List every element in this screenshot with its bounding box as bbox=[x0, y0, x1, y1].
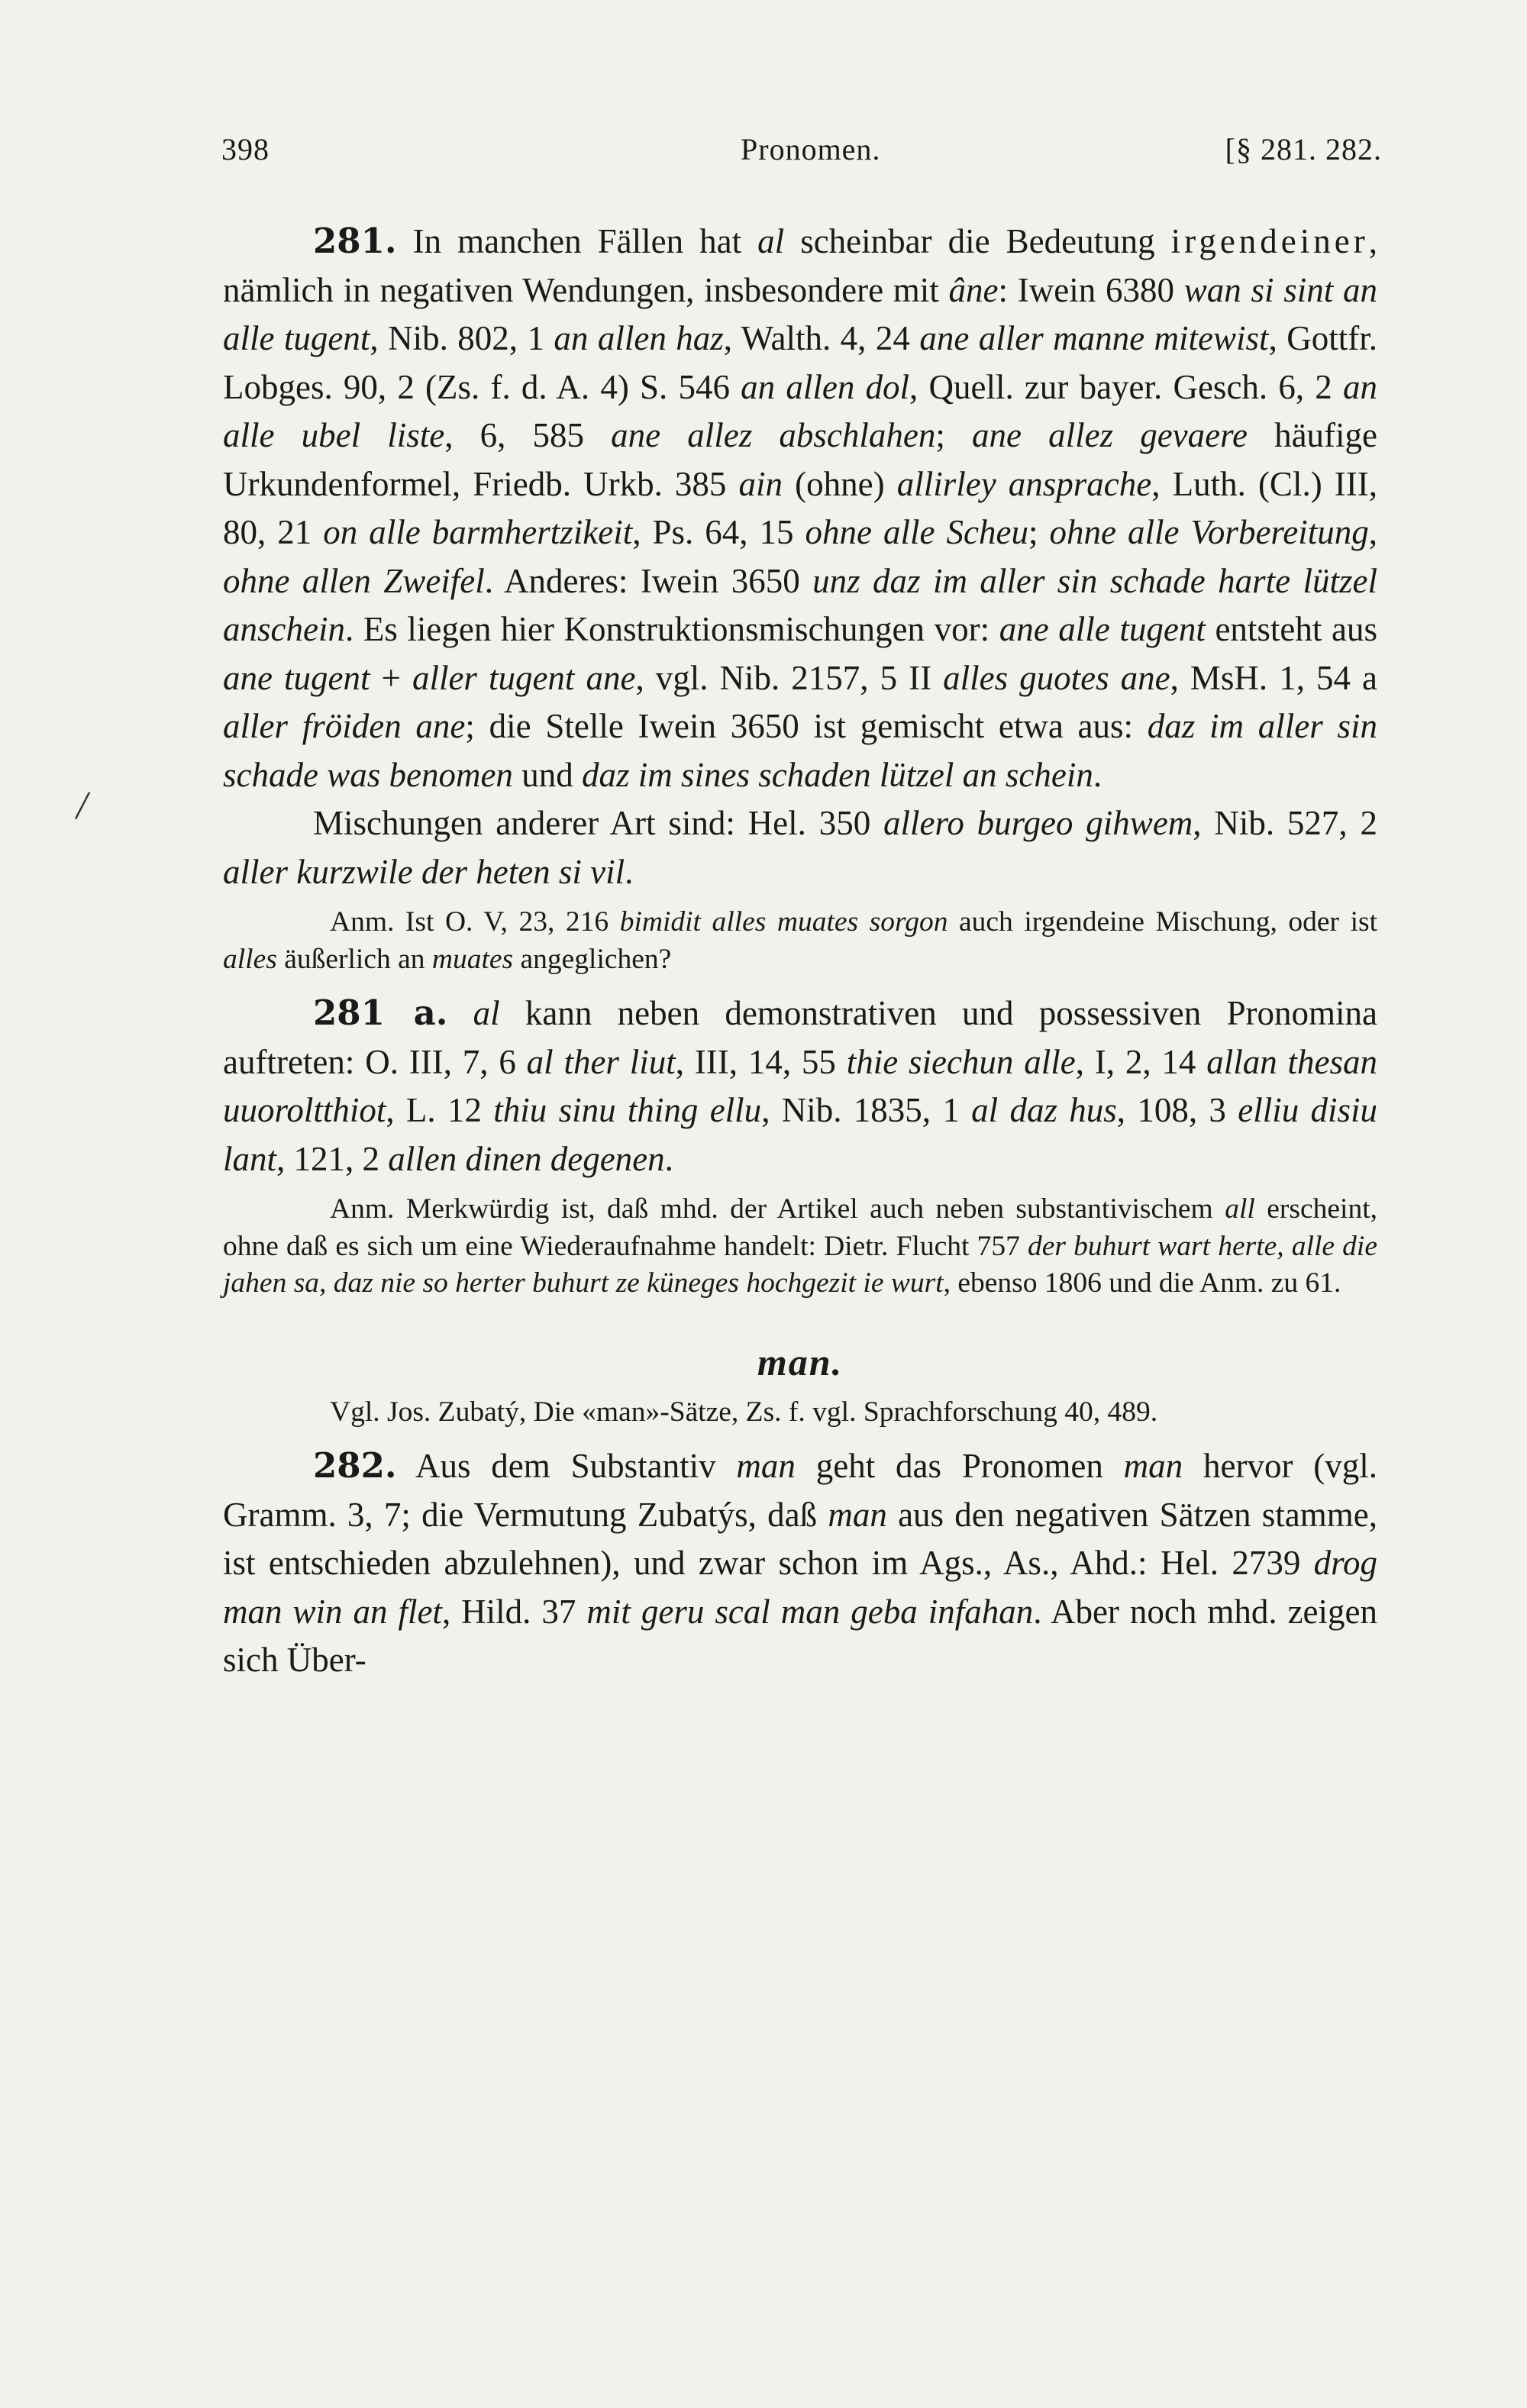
text-run: kann neben demonstrativen und possessiven Pronomina auftreten: O. III, 7, 6 bbox=[223, 994, 1377, 1081]
text-run: aus den negativen Sätzen stamme, ist entschieden abzulehnen), und zwar schon im Ags., As., Ahd.: Hel. 2739 bbox=[223, 1495, 1377, 1582]
man-reference bbox=[223, 1394, 1377, 1432]
text-run: auch irgendeine Mischung, oder ist bbox=[948, 906, 1377, 938]
text-run: In manchen Fällen hat bbox=[396, 222, 758, 260]
text-run: ; die Stelle Iwein 3650 ist gemischt etwa aus: bbox=[465, 707, 1148, 745]
italic-citation: man bbox=[736, 1447, 796, 1485]
text-run: äußerlich an bbox=[276, 943, 432, 975]
italic-citation: aller tugent ane bbox=[412, 658, 636, 697]
italic-citation: al bbox=[757, 222, 785, 260]
page-number: 398 bbox=[221, 132, 270, 166]
italic-citation: ohne alle Vorbereitung bbox=[1049, 513, 1369, 551]
text-run: ; bbox=[1028, 513, 1050, 551]
text-run: (ohne) bbox=[783, 464, 897, 503]
page-body bbox=[223, 217, 1377, 1685]
text-run: , Nib. 1835, 1 bbox=[761, 1091, 972, 1129]
text-run: angeglichen? bbox=[513, 943, 672, 975]
text-run: , Gottfr. Lobges. 90, 2 (Zs. f. d. A. 4) S. 546 bbox=[223, 319, 1377, 406]
italic-citation: ane tugent bbox=[223, 658, 370, 697]
italic-citation: muates bbox=[431, 943, 514, 975]
text-run: , ebenso 1806 und die Anm. zu 61. bbox=[943, 1267, 1341, 1299]
text-run: . Es liegen hier Konstruktionsmischungen vor: bbox=[344, 610, 999, 648]
text-run: geht das Pronomen bbox=[795, 1447, 1124, 1485]
text-run: häufige Urkundenformel, Friedb. Urkb. 385 bbox=[223, 416, 1378, 503]
text-run: , 108, 3 bbox=[1116, 1091, 1238, 1129]
italic-citation: ohne allen Zweifel bbox=[223, 561, 485, 600]
text-run: , Hild. 37 bbox=[441, 1592, 587, 1631]
text-run: ; bbox=[935, 416, 972, 454]
italic-citation: bimidit alles muates sorgon bbox=[619, 906, 948, 938]
text-run: , Quell. zur bayer. Gesch. 6, 2 bbox=[909, 367, 1343, 406]
italic-citation: elliu disiu lant bbox=[223, 1091, 1378, 1178]
italic-citation: ane alle tugent bbox=[999, 610, 1206, 648]
text-run: Aus dem Substantiv bbox=[396, 1447, 737, 1485]
italic-citation: all bbox=[1225, 1193, 1255, 1225]
text-run: . bbox=[1093, 755, 1102, 794]
italic-citation: an allen haz bbox=[554, 319, 724, 357]
text-run: , bbox=[1368, 513, 1377, 551]
italic-citation: drog man win an flet bbox=[223, 1544, 1377, 1631]
text-run: . bbox=[625, 852, 634, 891]
text-run: , 6, 585 bbox=[444, 416, 612, 454]
text-run bbox=[447, 994, 473, 1032]
section-281a bbox=[223, 989, 1377, 1183]
section-281 bbox=[223, 217, 1377, 799]
subheading-man: man. bbox=[757, 1340, 844, 1383]
italic-citation: allan thesan uuoroltthiot bbox=[223, 1042, 1377, 1129]
text-run: , MsH. 1, 54 a bbox=[1170, 658, 1377, 697]
text-run: , Ps. 64, 15 bbox=[632, 513, 805, 551]
note-281a bbox=[223, 1191, 1377, 1302]
section-281-text bbox=[223, 222, 1377, 794]
italic-citation: an allen dol bbox=[741, 367, 910, 406]
text-run: Anm. Merkwürdig ist, daß mhd. der Artikel auch neben substantivischem bbox=[330, 1193, 1225, 1225]
section-number-281a: 281 a. bbox=[313, 993, 448, 1033]
italic-citation: man bbox=[828, 1495, 887, 1534]
italic-citation: mit geru scal man geba infahan bbox=[586, 1592, 1034, 1631]
margin-pencil-mark: / bbox=[76, 784, 88, 828]
running-header bbox=[221, 124, 1382, 169]
italic-citation: thiu sinu thing ellu bbox=[493, 1091, 762, 1129]
text-run: scheinbar die Bedeutung bbox=[784, 222, 1171, 260]
italic-citation: al ther liut bbox=[526, 1042, 676, 1081]
italic-citation: al daz hus bbox=[971, 1091, 1117, 1129]
italic-citation: âne bbox=[948, 270, 999, 309]
text-run: , III, 14, 55 bbox=[675, 1042, 847, 1081]
italic-citation: thie siechun alle bbox=[846, 1042, 1076, 1081]
text-run: Anm. Ist O. V, 23, 216 bbox=[330, 906, 620, 938]
italic-citation: al bbox=[473, 994, 500, 1032]
italic-citation: der buhurt wart herte, alle die jahen sa, daz nie so herter buhurt ze küneges hochgezit ie wurt bbox=[223, 1230, 1377, 1299]
text-run: , L. 12 bbox=[386, 1091, 494, 1129]
italic-citation: aller kurzwile der heten si vil bbox=[223, 852, 625, 891]
italic-citation: ain bbox=[738, 464, 783, 503]
text-run: , vgl. Nib. 2157, 5 II bbox=[635, 658, 944, 697]
italic-citation: man bbox=[1123, 1447, 1183, 1485]
italic-citation: ane allez abschlahen bbox=[611, 416, 936, 454]
text-run: Mischungen anderer Art sind: Hel. 350 bbox=[313, 804, 884, 842]
text-run: : Iwein 6380 bbox=[998, 270, 1184, 309]
text-run: und bbox=[512, 755, 582, 794]
italic-citation: an alle ubel liste bbox=[223, 367, 1377, 454]
italic-citation: daz im aller sin schade was benomen bbox=[223, 707, 1377, 794]
italic-citation: allirley ansprache bbox=[896, 464, 1152, 503]
spaced-emphasis: irgendeiner bbox=[1170, 222, 1369, 260]
text-run: , Luth. (Cl.) III, 80, 21 bbox=[223, 464, 1377, 551]
text-run: entsteht aus bbox=[1205, 610, 1377, 648]
text-run: . Aber noch mhd. zeigen sich Über- bbox=[223, 1592, 1377, 1679]
italic-citation: wan si sint an alle tugent bbox=[223, 270, 1378, 357]
italic-citation: alles bbox=[223, 943, 277, 975]
text-run: . bbox=[664, 1139, 673, 1178]
section-number-282: 282. bbox=[313, 1445, 397, 1486]
text-run: , nämlich in negativen Wendungen, insbesondere mit bbox=[223, 222, 1377, 309]
italic-citation: ane aller manne mitewist bbox=[919, 319, 1269, 357]
italic-citation: daz im sines schaden lützel an schein bbox=[581, 755, 1093, 794]
italic-citation: allero burgeo gihwem bbox=[883, 804, 1193, 842]
text-run: erscheint, ohne daß es sich um eine Wiederaufnahme handelt: Dietr. Flucht 757 bbox=[223, 1193, 1377, 1262]
text-run: . Anderes: Iwein 3650 bbox=[484, 561, 813, 600]
text-run: , 121, 2 bbox=[276, 1139, 389, 1178]
section-number-281: 281. bbox=[313, 221, 397, 261]
italic-citation: on alle barmhertzikeit bbox=[323, 513, 633, 551]
text-run: , Nib. 527, 2 bbox=[1193, 804, 1378, 842]
text-run: , Walth. 4, 24 bbox=[723, 319, 920, 357]
italic-citation: ane allez gevaere bbox=[971, 416, 1248, 454]
section-281-para2-text bbox=[223, 804, 1377, 891]
italic-citation: alles guotes ane bbox=[943, 658, 1170, 697]
italic-citation: aller fröiden ane bbox=[223, 707, 466, 745]
section-281-paragraph-2 bbox=[223, 799, 1377, 896]
italic-citation: ohne alle Scheu bbox=[805, 513, 1028, 551]
text-run: , Nib. 802, 1 bbox=[370, 319, 554, 357]
note-281a-text bbox=[223, 1193, 1377, 1299]
note-281-text bbox=[223, 906, 1377, 975]
text-run: , I, 2, 14 bbox=[1075, 1042, 1207, 1081]
note-281 bbox=[223, 904, 1377, 978]
man-reference-text: Vgl. Jos. Zubatý, Die «man»-Sätze, Zs. f. vgl. Sprachforschung 40, 489. bbox=[330, 1396, 1158, 1428]
italic-citation: unz daz im aller sin schade harte lützel anschein bbox=[223, 561, 1378, 648]
section-282 bbox=[223, 1441, 1377, 1685]
section-282-text bbox=[223, 1447, 1377, 1679]
italic-citation: allen dinen degenen bbox=[388, 1139, 665, 1178]
text-run: + bbox=[370, 658, 412, 697]
running-title: Pronomen. bbox=[741, 132, 881, 166]
text-run: hervor (vgl. Gramm. 3, 7; die Vermutung Zubatýs, daß bbox=[223, 1447, 1377, 1534]
section-reference: [§ 281. 282. bbox=[1225, 132, 1382, 166]
